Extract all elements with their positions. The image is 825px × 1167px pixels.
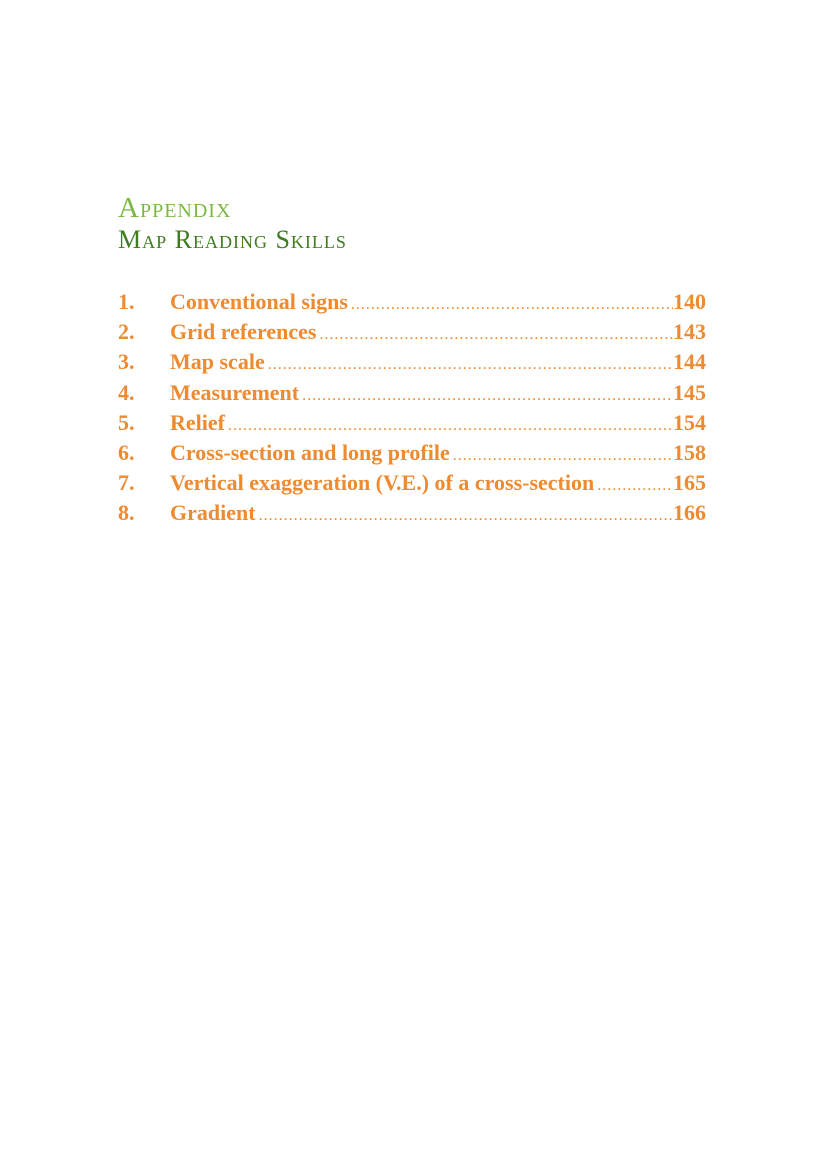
toc-entry-number: 4. — [118, 379, 135, 405]
toc-entry[interactable] — [118, 347, 706, 377]
toc-entry-number: 6. — [118, 439, 135, 465]
toc-entry-title: Measurement — [170, 379, 300, 405]
toc-dot-leader — [450, 441, 673, 471]
toc-entry-number: 8. — [118, 500, 135, 526]
toc-entry-title: Gradient — [170, 500, 256, 526]
toc-entry-page: 165 — [673, 470, 706, 496]
toc-entry-page: 158 — [673, 439, 706, 465]
toc-entry-title: Grid references — [170, 319, 317, 345]
toc-entry[interactable] — [118, 438, 706, 468]
toc-dot-leader — [225, 411, 673, 441]
toc-dot-leader — [348, 290, 673, 320]
table-of-contents — [118, 287, 706, 529]
toc-entry-page: 140 — [673, 289, 706, 314]
toc-entry-number: 3. — [118, 349, 135, 375]
toc-entry[interactable] — [118, 287, 706, 317]
appendix-heading — [118, 192, 718, 256]
toc-entry-page: 145 — [673, 379, 706, 405]
toc-entry-title: Cross-section and long profile — [170, 439, 450, 465]
appendix-title: Appendix — [118, 192, 232, 224]
toc-entry-title: Relief — [170, 409, 225, 435]
toc-entry-page: 144 — [673, 349, 706, 375]
toc-entry-number: 5. — [118, 409, 135, 435]
toc-entry[interactable] — [118, 408, 706, 438]
toc-dot-leader — [594, 471, 673, 501]
toc-entry-title: Map scale — [170, 349, 265, 375]
toc-entry-number: 7. — [118, 470, 135, 496]
toc-entry-number: 2. — [118, 319, 135, 345]
toc-dot-leader — [265, 350, 673, 380]
toc-entry-page: 143 — [673, 319, 706, 345]
toc-entry[interactable] — [118, 317, 706, 347]
toc-entry-title: Vertical exaggeration (V.E.) of a cross-section — [170, 470, 595, 496]
toc-entry-page: 166 — [673, 500, 706, 526]
toc-entry-page: 154 — [673, 409, 706, 435]
toc-dot-leader — [316, 320, 673, 350]
toc-entry[interactable] — [118, 468, 706, 498]
appendix-subtitle: Map Reading Skills — [118, 225, 347, 254]
toc-entry[interactable] — [118, 378, 706, 408]
toc-dot-leader — [256, 501, 673, 531]
toc-dot-leader — [299, 381, 673, 411]
toc-entry-title: Conventional signs — [170, 289, 348, 314]
toc-entry[interactable] — [118, 498, 706, 528]
toc-entry-number: 1. — [118, 289, 135, 314]
